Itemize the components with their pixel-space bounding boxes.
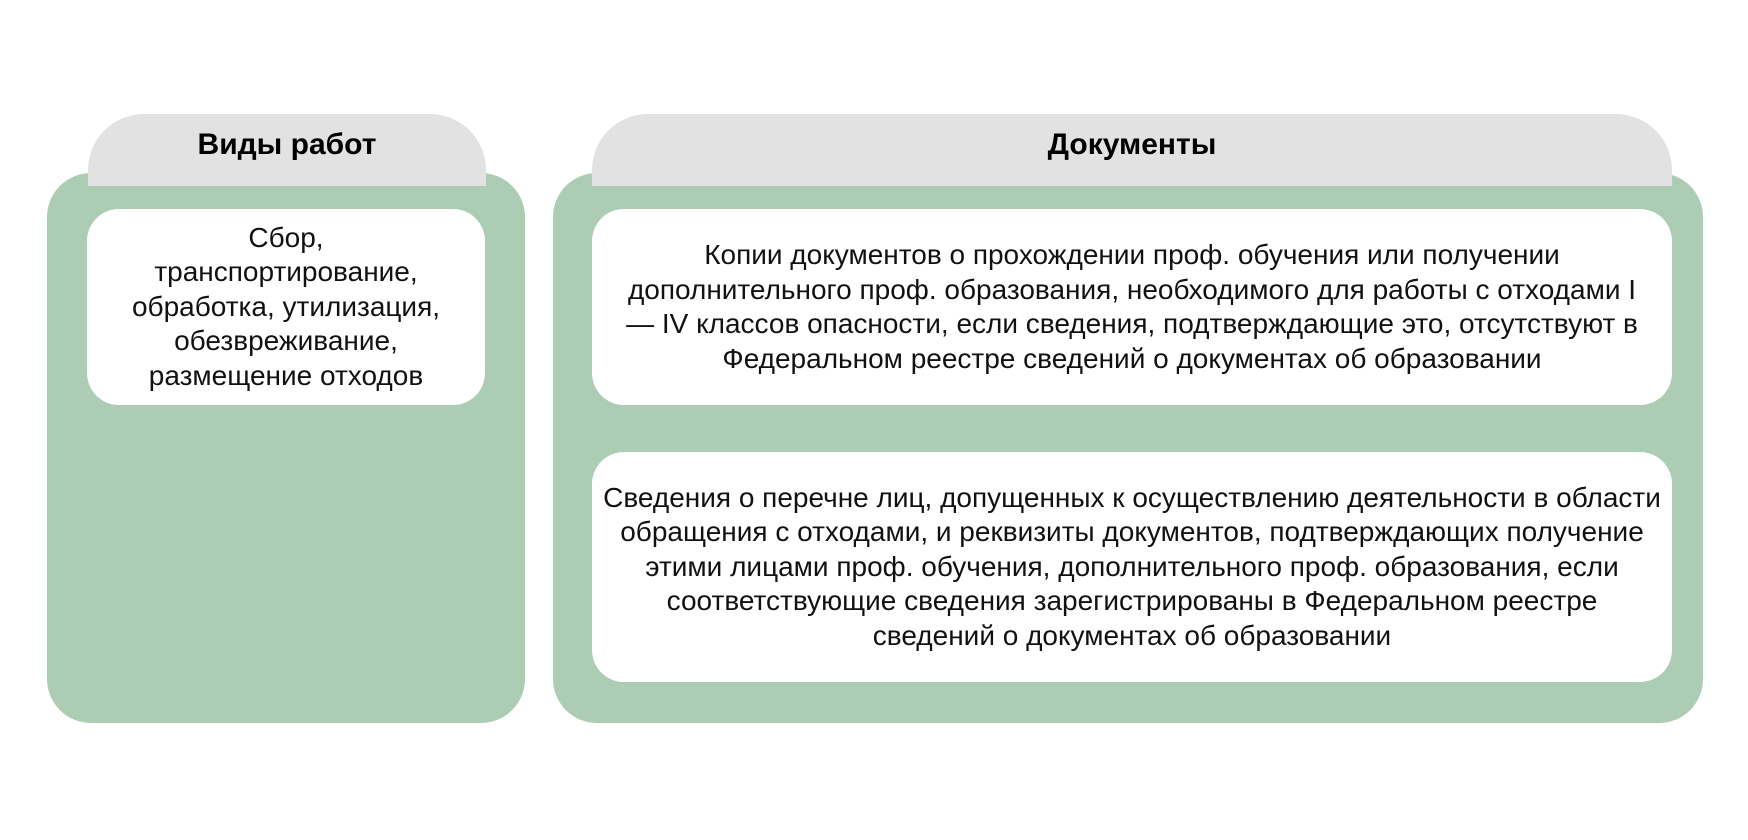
document-text: Сведения о перечне лиц, допущенных к осуществлению деятельности в области обращения с отходами, и реквизиты документов, подтверждающих получение этими лицами проф. обучения, дополнительного проф. образования, если соответствующие сведения зарегистрированы в Федеральном реестре сведений о документах об образовании — [603, 481, 1661, 651]
documents-header — [592, 114, 1672, 186]
work-type-card — [87, 209, 485, 405]
document-card-education-copies — [592, 209, 1672, 405]
document-text: Копии документов о прохождении проф. обучения или получении дополнительного проф. образования, необходимого для работы с отходами I — IV классов опасности, если сведения, подтверждающие это, отсутствуют в Федеральном реестре сведений о документах об образовании — [626, 239, 1638, 374]
documents-header-label: Документы — [1047, 128, 1217, 161]
work-type-text: Сбор, транспортирование, обработка, утилизация, обезвреживание, размещение отходов — [131, 221, 441, 391]
work-types-header-label: Виды работ — [197, 128, 377, 161]
document-card-persons-list — [592, 452, 1672, 682]
work-types-header — [88, 114, 486, 186]
